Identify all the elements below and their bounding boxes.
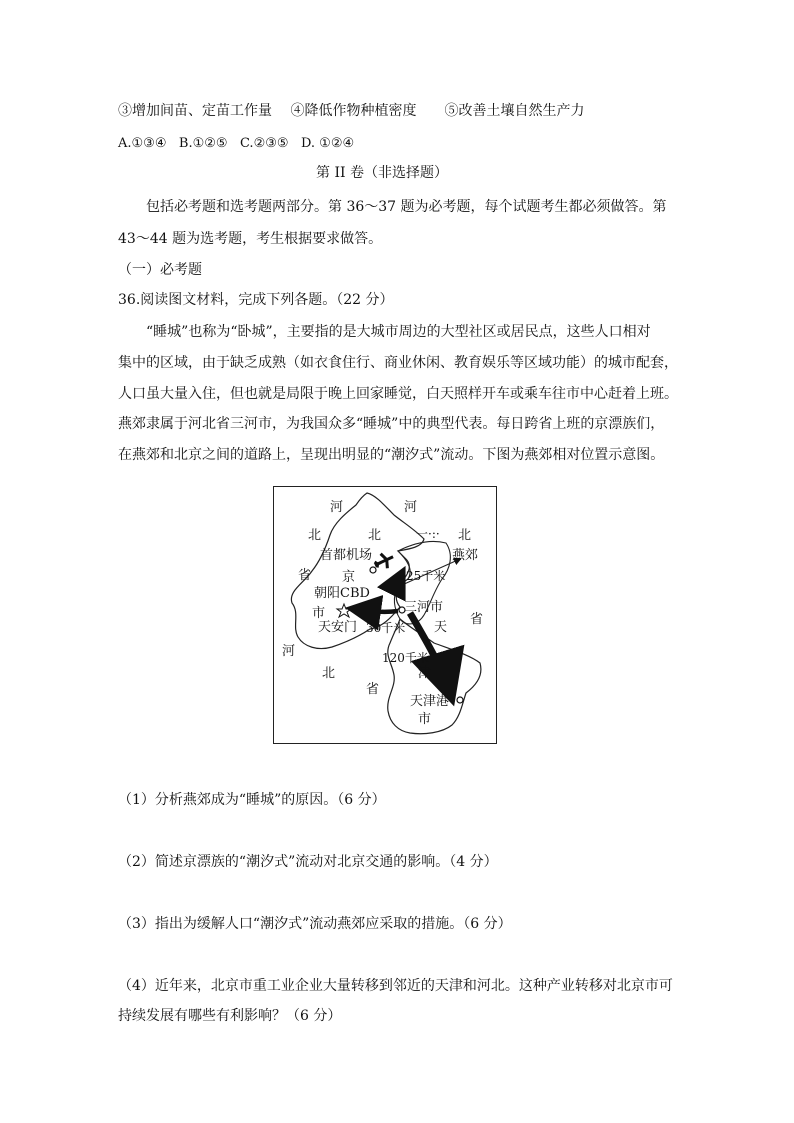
answer-c: C.②③⑤: [239, 136, 289, 151]
map-label-chaoyang-cbd: 朝阳CBD: [314, 586, 370, 601]
question-2: （2）简述京漂族的“潮汐式”流动对北京交通的影响。（4 分）: [118, 854, 498, 870]
tianjin-boundary: [388, 619, 481, 734]
map-label-shi: 市: [418, 712, 432, 727]
map-label-he: 河: [282, 644, 296, 659]
map-label-capital-airport: 首都机场: [320, 548, 373, 563]
para-line: 集中的区域，由于缺乏成熟（如衣食住行、商业休闲、教育娱乐等区域功能）的城市配套，: [118, 355, 678, 371]
map-label-sheng: 省: [470, 612, 484, 627]
airport-point: [370, 567, 376, 573]
para-line: 燕郊隶属于河北省三河市，为我国众多“睡城”中的典型代表。每日跨省上班的京漂族们，: [118, 416, 665, 432]
intro-line-1: 包括必考题和选考题两部分。第 36～37 题为必考题，每个试题考生都必须做答。第: [146, 199, 667, 215]
question-1: （1）分析燕郊成为“睡城”的原因。（6 分）: [118, 792, 386, 808]
answer-options: [118, 134, 354, 154]
answer-d: D. ①②④: [300, 136, 355, 151]
map-label-30km: 30千米: [366, 621, 406, 635]
section-title: 第 II 卷（非选择题）: [316, 165, 448, 181]
tiananmen-star-icon: [337, 604, 351, 617]
map-label-shi: 市: [312, 606, 326, 621]
intro-line-2: 43～44 题为选考题，考生根据要求做答。: [118, 231, 383, 247]
map-label-bei: 北: [308, 528, 322, 543]
para-line: 人口虽大量入住，但也就是局限于晚上回家睡觉，白天照样开车或乘车往市中心赶着上班。: [118, 386, 678, 402]
arrow-to-tiananmen: [354, 609, 398, 612]
map-label-tian: 天: [434, 620, 448, 635]
map-label-jin: 津: [418, 666, 432, 681]
para-line: 在燕郊和北京之间的道路上，呈现出明显的“潮汐式”流动。下图为燕郊相对位置示意图。: [118, 447, 665, 463]
options-line: ③增加间苗、定苗工作量 ④降低作物种植密度 ⑤改善土壤自然生产力: [118, 103, 585, 119]
answer-b: B.①②⑤: [178, 136, 228, 151]
question-3: （3）指出为缓解人口“潮汐式”流动燕郊应采取的措施。（6 分）: [118, 916, 512, 932]
map-label-he: 河: [404, 500, 418, 515]
location-map: [273, 486, 497, 744]
map-label-25km: 25千米: [406, 569, 446, 583]
answer-a: A.①③④: [118, 136, 167, 151]
map-label-tiananmen: 天安门: [318, 620, 358, 635]
q36-title: 36.阅读图文材料，完成下列各题。（22 分）: [118, 292, 394, 308]
map-drawing: [274, 487, 496, 743]
map-label-sanhe: 三河市: [404, 600, 444, 615]
map-label-tianjin-port: 天津港: [410, 694, 450, 709]
map-label-sheng: 省: [298, 568, 312, 583]
map-label-bei: 北: [458, 528, 472, 543]
map-label-bei: 北: [322, 666, 336, 681]
map-label-sheng: 省: [366, 682, 380, 697]
map-label-120km: 120千米: [382, 651, 429, 665]
tianjin-port-point: [457, 697, 463, 703]
map-label-jing: 京: [342, 570, 356, 585]
map-label-bei: 北: [368, 528, 382, 543]
para-line: “睡城”也称为“卧城”，主要指的是大城市周边的大型社区或居民点，这些人口相对: [146, 324, 651, 340]
map-label-yanjiao: 燕郊: [452, 548, 479, 563]
question-4: （4）近年来，北京市重工业企业大量转移到邻近的天津和河北。这种产业转移对北京市可: [118, 978, 673, 994]
part-label: （一）必考题: [118, 262, 202, 278]
map-label-dots: 一·:·: [416, 527, 440, 541]
question-4-line-2: 持续发展有哪些有利影响？（6 分）: [118, 1008, 342, 1024]
map-label-he: 河: [330, 500, 344, 515]
